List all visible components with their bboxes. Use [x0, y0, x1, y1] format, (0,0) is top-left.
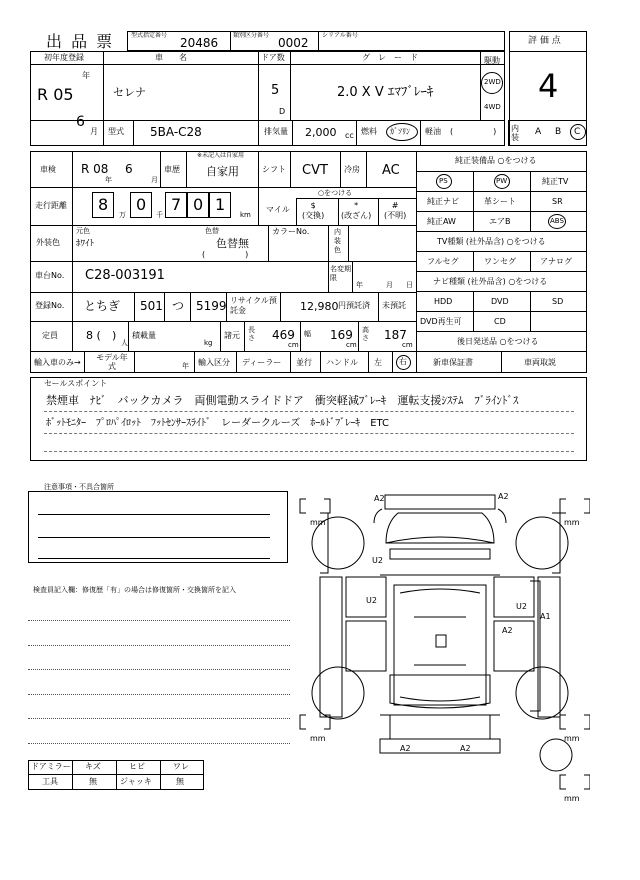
- hdd: HDD: [434, 297, 453, 306]
- handle-label: ハンドル: [326, 358, 358, 367]
- oem-aw: 純正AW: [427, 217, 456, 226]
- recycle-unit: 円預託済: [338, 301, 370, 310]
- serial-label: シリアル番号: [322, 32, 358, 39]
- inspector-label: 検査員記入欄：修復歴「有」の場合は修復箇所・交換箇所を記入: [33, 586, 236, 594]
- width-unit: cm: [346, 341, 357, 349]
- legend-crack: ヒビ: [129, 762, 145, 771]
- sd: SD: [552, 297, 564, 306]
- fuel-label: 燃料: [361, 127, 377, 136]
- handle-left: 左: [374, 358, 382, 367]
- mile-swap: $ (交換): [302, 201, 325, 220]
- length-label: 長さ: [248, 326, 255, 342]
- usage-label: 車歴: [164, 165, 180, 174]
- car-name-label: 車 名: [155, 53, 187, 62]
- color-change-paren: ( ): [202, 250, 249, 259]
- category-value: 0002: [278, 36, 309, 50]
- displacement-value: 2,000: [305, 126, 337, 139]
- width-label: 幅: [304, 330, 311, 338]
- drive-label: 駆動: [484, 56, 500, 65]
- cd: CD: [494, 317, 506, 326]
- inspection-month: 6: [125, 162, 133, 176]
- usage-value: 自家用: [206, 165, 239, 178]
- mark-a2-rear-right: A2: [460, 744, 471, 753]
- mark-a2-rear-left: A2: [400, 744, 411, 753]
- name-change-year: 年: [356, 281, 363, 289]
- door-type: D: [279, 107, 286, 116]
- light-oil-label: 軽油: [425, 127, 441, 136]
- recycle-label: リサイクル預託金: [230, 296, 277, 315]
- grade-label: グ レ ー ド: [362, 53, 418, 62]
- inspection-year-unit: 年: [105, 176, 112, 184]
- car-damage-diagram: [290, 485, 590, 805]
- capacity-value: 8 (: [86, 329, 101, 342]
- original-color-label: 元色: [76, 227, 90, 235]
- height-value: 187: [384, 328, 407, 342]
- capacity-label: 定員: [42, 331, 58, 340]
- sales-points-label: セールスポイント: [44, 379, 108, 388]
- grade-value: 2.0 X V ｴﾏﾌﾞﾚｰｷ: [337, 85, 434, 100]
- interior-c: C: [574, 127, 581, 137]
- handle-right: 右: [399, 357, 407, 366]
- model-designation-value: 20486: [180, 36, 219, 50]
- mileage-unit-man: 万: [119, 211, 126, 219]
- mileage-unit-km: km: [240, 211, 251, 219]
- import-parallel: 並行: [296, 358, 312, 367]
- ac-value: AC: [382, 163, 400, 178]
- legend-break: ワレ: [173, 762, 189, 771]
- navi-type-label: ナビ種類 (社外品含) ○をつける: [433, 277, 548, 286]
- mark-u2-right: U2: [516, 602, 527, 611]
- shift-value: CVT: [302, 163, 328, 178]
- mm-label-rr: mm: [564, 734, 580, 743]
- reg-number: 5199: [196, 299, 227, 313]
- inspection-label: 車検: [40, 165, 56, 174]
- color-change: 色替無: [216, 237, 249, 250]
- doors-label: ドア数: [261, 53, 285, 62]
- inspection-year: R 08: [81, 162, 109, 176]
- interior-label: 内装: [511, 124, 519, 142]
- displacement-label: 排気量: [264, 127, 288, 136]
- model-designation-label: 型式指定番号: [131, 32, 168, 39]
- capacity-unit: 人: [121, 339, 128, 347]
- recycle-unpaid: 未預託: [382, 301, 406, 310]
- name-change-label: 名変期限: [330, 265, 351, 282]
- length-unit: cm: [288, 341, 299, 349]
- new-warranty: 新車保証書: [433, 358, 473, 367]
- inspection-month-unit: 月: [151, 176, 158, 184]
- mileage-digit-4: 0: [193, 195, 204, 214]
- capacity-close: ): [112, 329, 117, 342]
- mm-label-spare: mm: [564, 794, 580, 803]
- score-value: 4: [538, 67, 559, 105]
- tv-type-label: TV種類 (社外品含) ○をつける: [437, 237, 546, 246]
- load-label: 積載量: [132, 331, 156, 340]
- import-cat-label: 輸入区分: [198, 358, 230, 367]
- ps: PS: [439, 177, 448, 185]
- mileage-digit-2: 0: [136, 195, 147, 214]
- mark-a2-front-left: A2: [374, 494, 385, 503]
- mm-label-fl: mm: [310, 518, 326, 527]
- mileage-unit-sen: 千: [156, 211, 163, 219]
- doors-value: 5: [271, 83, 280, 98]
- mileage-digit-5: 1: [215, 195, 226, 214]
- car-name-value: セレナ: [113, 86, 146, 99]
- mark-u2-hood: U2: [372, 556, 383, 565]
- reg-label: 登録No.: [35, 301, 65, 310]
- color-no-label: カラーNo.: [272, 227, 310, 236]
- oneseg: ワンセグ: [484, 257, 516, 266]
- mm-label-rl: mm: [310, 734, 326, 743]
- airbag: エアB: [489, 217, 511, 226]
- mark-a1-right: A1: [540, 612, 551, 621]
- legend-tools-value: 無: [89, 777, 97, 786]
- interior-color-label: 内装色: [334, 228, 341, 254]
- oem-navi: 純正ナビ: [427, 197, 459, 206]
- recycle-value: 12,980: [300, 300, 339, 313]
- dvd-player: DVD再生可: [420, 317, 462, 326]
- light-oil-paren: ( ): [450, 127, 497, 136]
- legend-jack: ジャッキ: [120, 777, 152, 786]
- fuel-value: ｶﾞｿﾘﾝ: [390, 127, 410, 136]
- drive-4wd: 4WD: [484, 103, 501, 111]
- attention-label: 注意事項・不具合箇所: [44, 483, 114, 491]
- mileage-digit-1: 8: [98, 195, 109, 214]
- oem-tv: 純正TV: [542, 177, 569, 186]
- form-title: 出 品 票: [46, 32, 115, 51]
- first-reg-month: 6: [76, 114, 85, 130]
- ac-label: 冷房: [344, 165, 360, 174]
- mileage-digit-3: 7: [171, 195, 182, 214]
- mark-u2-left: U2: [366, 596, 377, 605]
- usage-note: ※未記入は自家用: [197, 152, 245, 159]
- sales-points-line2: ﾎﾞｯﾄﾓﾆﾀｰ ﾌﾟﾛﾊﾟｲﾛｯﾄ ﾌｯﾄｾﾝｻｰｽﾗｲﾄﾞ レーダークルーズ ﾎｰﾙﾄﾞﾌﾞﾚｰｷ ETC: [46, 418, 390, 429]
- attention-box: [28, 491, 288, 563]
- sales-points-line1: 禁煙車 ﾅﾋﾞ バックカメラ 両側電動スライドドア 衝突軽減ﾌﾞﾚｰｷ 運転支援ｼｽﾃﾑ ﾌﾞﾗｲﾝﾄﾞｽ: [46, 394, 519, 407]
- interior-b: B: [555, 127, 562, 137]
- interior-a: A: [535, 127, 542, 137]
- sr: SR: [552, 197, 563, 206]
- height-unit: cm: [402, 341, 413, 349]
- reg-region: とちぎ: [84, 299, 121, 313]
- mark-a2-front-right: A2: [498, 492, 509, 501]
- import-label: 輸入車のみ→: [34, 358, 81, 367]
- mm-label-fr: mm: [564, 518, 580, 527]
- exterior-label: 外装色: [36, 238, 60, 247]
- score-label: 評 価 点: [528, 36, 561, 46]
- oem-label: 純正装備品 ○をつける: [455, 156, 537, 165]
- abs: ABS: [550, 217, 564, 225]
- import-dealer: ディーラー: [242, 358, 282, 367]
- dims-label: 諸元: [224, 331, 240, 340]
- year-unit: 年: [82, 71, 90, 80]
- mile-unknown: # (不明): [384, 201, 407, 220]
- dvd: DVD: [491, 297, 509, 306]
- fullseg: フルセグ: [427, 257, 459, 266]
- mile-label: マイル: [266, 205, 290, 214]
- mile-circle-note: ○をつける: [318, 189, 353, 197]
- first-reg-label: 初年度登録: [44, 53, 84, 62]
- month-unit: 月: [90, 127, 98, 136]
- model-year-label: モデル年式: [96, 353, 128, 371]
- legend-jack-value: 無: [176, 777, 184, 786]
- name-change-month: 月: [386, 281, 393, 289]
- leather: 革シート: [484, 197, 516, 206]
- chassis-value: C28-003191: [85, 268, 165, 283]
- chassis-label: 車台No.: [35, 271, 65, 280]
- pw: PW: [496, 177, 508, 185]
- analog: アナログ: [540, 257, 572, 266]
- height-label: 高さ: [362, 326, 369, 342]
- type-value: 5BA-C28: [150, 125, 202, 139]
- manual: 車両取説: [524, 358, 556, 367]
- first-reg-year: R 05: [37, 85, 74, 104]
- model-year-unit: 年: [182, 362, 189, 370]
- load-unit: kg: [204, 339, 213, 347]
- later-docs-label: 後日発送品 ○をつける: [457, 337, 539, 346]
- reg-class: 501: [140, 299, 163, 313]
- width-value: 169: [330, 328, 353, 342]
- displacement-unit: cc: [345, 131, 354, 140]
- legend-tools: 工具: [42, 777, 58, 786]
- reg-kana: つ: [172, 299, 185, 313]
- category-label: 類別区分番号: [233, 32, 270, 39]
- mile-modified: * (改ざん): [341, 201, 372, 220]
- legend-door-mirror: ドアミラー: [31, 762, 71, 771]
- shift-label: シフト: [262, 165, 286, 174]
- mileage-label: 走行距離: [35, 201, 67, 210]
- drive-2wd: 2WD: [484, 78, 501, 86]
- length-value: 469: [272, 328, 295, 342]
- original-color: ﾎﾜｲﾄ: [76, 239, 95, 249]
- color-code-label: 色替: [205, 227, 219, 235]
- mark-a2-right: A2: [502, 626, 513, 635]
- legend-scratch: キズ: [85, 762, 101, 771]
- type-label: 型式: [108, 127, 124, 136]
- name-change-day: 日: [406, 281, 413, 289]
